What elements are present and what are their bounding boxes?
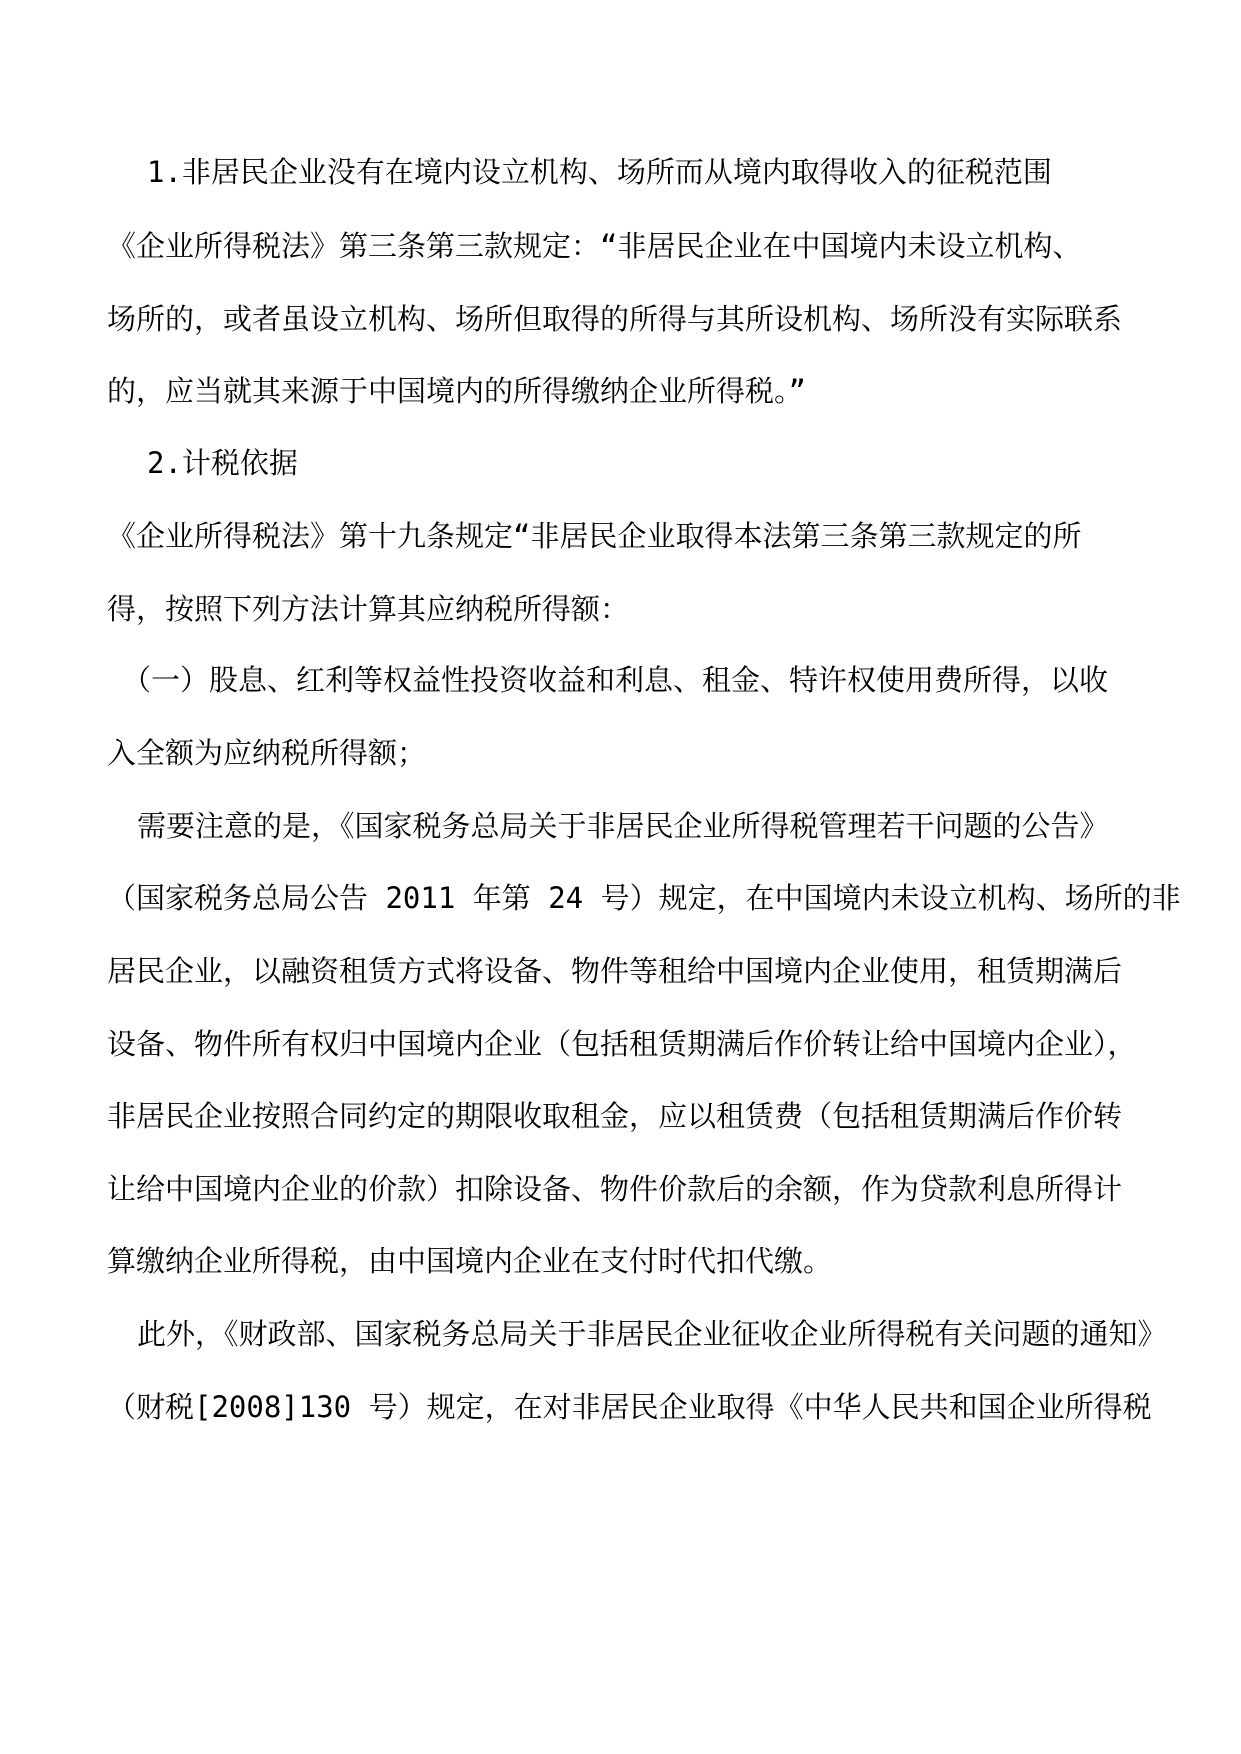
paragraph-line: 算缴纳企业所得税，由中国境内企业在支付时代扣代缴。 [107, 1244, 833, 1278]
paragraph-line: 非居民企业按照合同约定的期限收取租金，应以租赁费（包括租赁期满后作价转 [107, 1099, 1123, 1133]
paragraph-line: 的，应当就其来源于中国境内的所得缴纳企业所得税。” [107, 374, 806, 408]
paragraph-line: 需要注意的是，《国家税务总局关于非居民企业所得税管理若干问题的公告》 [137, 809, 1109, 843]
paragraph-line: 居民企业，以融资租赁方式将设备、物件等租给中国境内企业使用，租赁期满后 [107, 954, 1123, 988]
paragraph-line: 《企业所得税法》第十九条规定“非居民企业取得本法第三条第三款规定的所 [107, 519, 1082, 553]
paragraph-line: 设备、物件所有权归中国境内企业（包括租赁期满后作价转让给中国境内企业）， [107, 1027, 1137, 1061]
paragraph-line: （国家税务总局公告 2011 年第 24 号）规定，在中国境内未设立机构、场所的非 [107, 881, 1181, 915]
paragraph-line: 《企业所得税法》第三条第三款规定：“非居民企业在中国境内未设立机构、 [107, 229, 1082, 263]
paragraph-line: 场所的，或者虽设立机构、场所但取得的所得与其所设机构、场所没有实际联系 [107, 302, 1123, 336]
paragraph-line: （一）股息、红利等权益性投资收益和利息、租金、特许权使用费所得，以收 [122, 663, 1109, 697]
paragraph-line: 2.计税依据 [147, 446, 298, 480]
paragraph-line: 让给中国境内企业的价款）扣除设备、物件价款后的余额，作为贷款利息所得计 [107, 1172, 1123, 1206]
paragraph-line: 1.非居民企业没有在境内设立机构、场所而从境内取得收入的征税范围 [147, 155, 1052, 189]
paragraph-line: 此外，《财政部、国家税务总局关于非居民企业征收企业所得税有关问题的通知》 [137, 1317, 1167, 1351]
paragraph-line: 入全额为应纳税所得额； [107, 736, 427, 770]
paragraph-line: 得，按照下列方法计算其应纳税所得额： [107, 592, 630, 626]
paragraph-line: （财税[2008]130 号）规定，在对非居民企业取得《中华人民共和国企业所得税 [107, 1390, 1152, 1424]
